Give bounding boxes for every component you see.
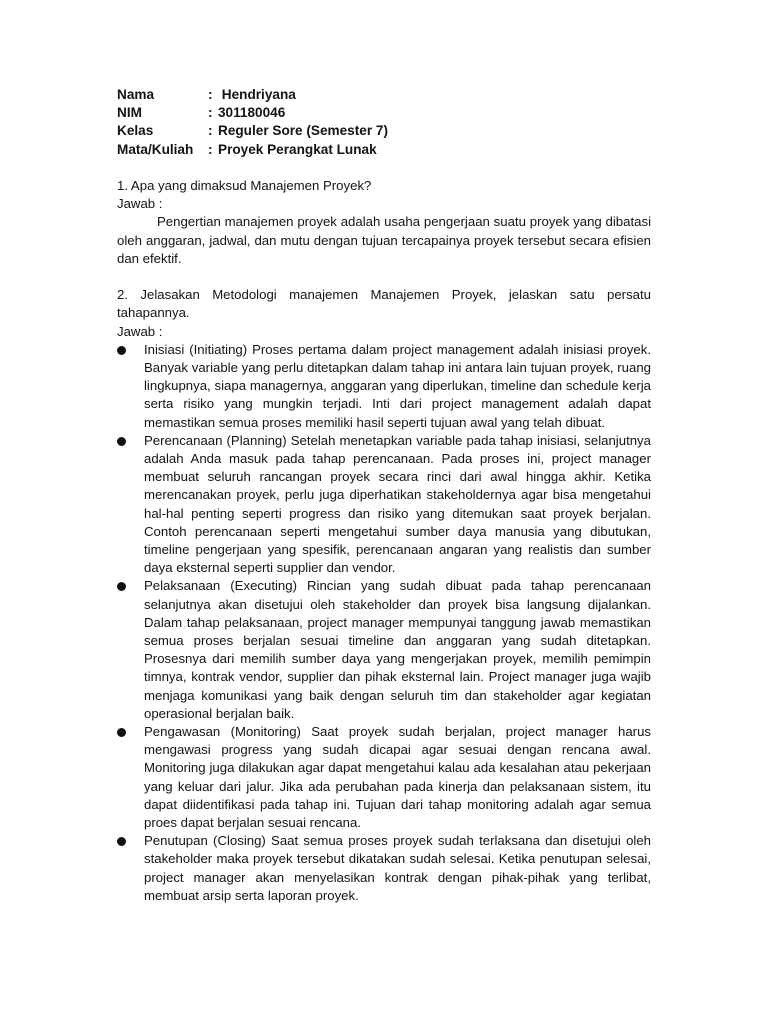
info-separator: : — [208, 123, 213, 139]
info-separator: : — [208, 141, 213, 157]
info-separator: : — [208, 87, 213, 102]
bullet-icon — [117, 837, 126, 846]
methodology-list — [117, 341, 651, 905]
info-value-name: Hendriyana — [218, 87, 296, 102]
info-label: Mata/Kuliah — [117, 141, 194, 157]
list-item-initiating — [117, 341, 651, 432]
info-value-nim: 301180046 — [218, 105, 286, 121]
document-page — [117, 86, 651, 905]
question-2: 2. Jelasakan Metodologi manajemen Manajemen Proyek, jelaskan satu persatu tahapannya. — [117, 287, 651, 321]
answer-label-2: Jawab : — [117, 323, 163, 339]
list-item-text: Penutupan (Closing) Saat semua proses proyek sudah terlaksana dan disetujui oleh stakeholder maka proyek tersebut dikatakan sudah selesai. Ketika penutupan selesai, project manager akan menyelasikan kontrak dengan pihak-pihak yang terlibat, membuat arsip serta laporan proyek. — [144, 833, 651, 903]
blank-line — [117, 159, 651, 177]
list-item-monitoring — [117, 723, 651, 832]
question-1: 1. Apa yang dimaksud Manajemen Proyek? — [117, 177, 372, 193]
bullet-icon — [117, 346, 126, 355]
list-item-executing — [117, 577, 651, 723]
info-label: Kelas — [117, 123, 154, 139]
list-item-text: Inisiasi (Initiating) Proses pertama dalam project management adalah inisiasi proyek. Banyak variable yang perlu ditetapkan dalam tahap ini antara lain tujuan proyek, ruang lingkupnya, siapa managernya, anggaran yang diperlukan, timeline dan schedule kerja serta risiko yang mungkin terjadi. Inti dari project management adalah dapat memastikan semua proses memiliki hasil seperti tujuan awal yang telah dibuat. — [144, 341, 651, 430]
info-value-kelas: Reguler Sore (Semester 7) — [218, 123, 388, 139]
list-item-text: Perencanaan (Planning) Setelah menetapkan variable pada tahap inisiasi, selanjutnya adalah Anda masuk pada tahap perencanaan. Pada proses ini, project manager membuat seluruh rancangan proyek secara rinci dari awal hingga akhir. Ketika merencanakan proyek, perlu juga diperhatikan stakeholdernya agar bisa mengetahui hal-hal penting seperti progress dan risiko yang ditemukan saat proyek berjalan. Contoh perencanaan seperti mengetahui sumber daya manusia yang dibutukan, timeline pengerjaan yang spesifik, perencanaan angaran yang realistis dan sumber daya eksternal seperti supplier dan vendor. — [144, 432, 651, 576]
list-item-text: Pelaksanaan (Executing) Rincian yang sudah dibuat pada tahap perencanaan selanjutnya akan disetujui oleh stakeholder dan proyek bisa langsung dijalankan. Dalam tahap pelaksanaan, project manager mempunyai tanggung jawab memastikan semua proses berjalan sesuai timeline dan anggaran yang sudah ditetapkan. Prosesnya dari memilih sumber daya yang mengerjakan proyek, memilih pemimpin timnya, kontrak vendor, supplier dan pihak eksternal lain. Project manager juga wajib menjaga komunikasi yang baik dengan seluruh tim dan stakeholder agar kegiatan operasional berjalan baik. — [144, 578, 651, 721]
bullet-icon — [117, 437, 126, 446]
info-row-kelas — [117, 122, 651, 140]
info-label: Nama — [117, 87, 155, 102]
answer-1-text: Pengertian manajemen proyek adalah usaha pengerjaan suatu proyek yang dibatasi oleh anggaran, jadwal, dan mutu dengan tujuan tercapainya proyek tersebut secara efisien dan efektif. — [117, 214, 651, 266]
info-value-mata-kuliah: Proyek Perangkat Lunak — [218, 141, 377, 157]
info-separator: : — [208, 105, 213, 121]
bullet-icon — [117, 728, 126, 737]
answer-label-1: Jawab : — [117, 196, 163, 212]
list-item-text: Pengawasan (Monitoring) Saat proyek sudah berjalan, project manager harus mengawasi progress yang sudah dicapai agar sesuai dengan rencana awal. Monitoring juga dilakukan agar dapat mengetahui kalau ada kesalahan atau pekerjaan yang keluar dari jalur. Jika ada perubahan pada kinerja dan pelaksanaan sistem, itu dapat diidentifikasi pada tahap ini. Tujuan dari tahap monitoring adalah agar semua proes dapat berjalan sesuai rencana. — [144, 724, 651, 831]
bullet-icon — [117, 582, 126, 591]
info-row-nim — [117, 104, 651, 122]
blank-line — [117, 268, 651, 286]
info-row-mata-kuliah — [117, 141, 651, 159]
list-item-planning — [117, 432, 651, 578]
list-item-closing — [117, 832, 651, 905]
info-row-nama — [117, 86, 651, 104]
info-label: NIM — [117, 105, 142, 121]
